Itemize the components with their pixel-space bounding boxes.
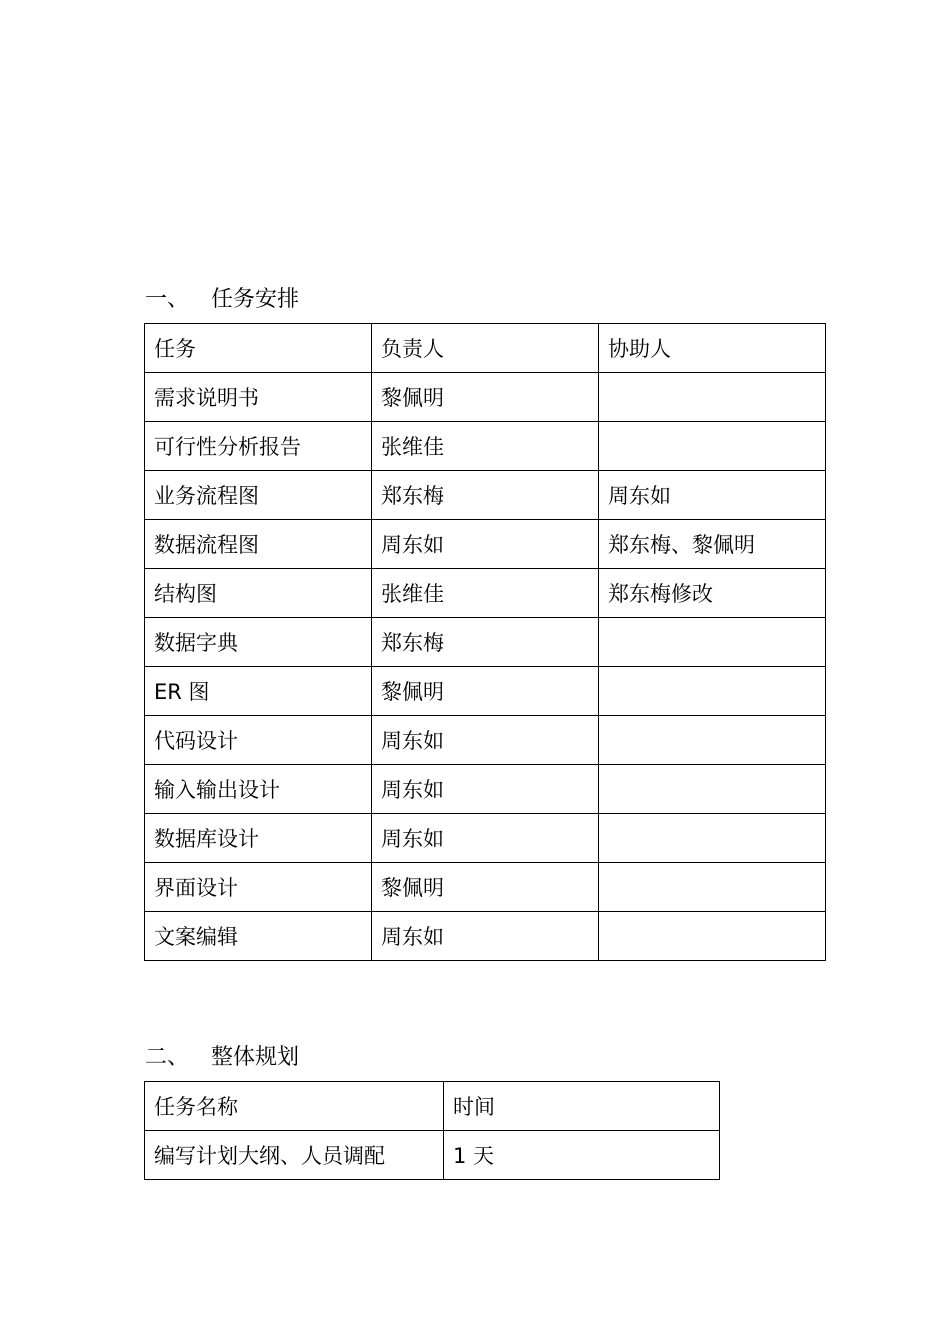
table-row <box>145 912 826 961</box>
table-row <box>145 569 826 618</box>
assistant-cell <box>599 765 826 814</box>
owner-cell: 周东如 <box>372 716 599 765</box>
assistant-cell <box>599 912 826 961</box>
table-row <box>145 373 826 422</box>
task-cell: 代码设计 <box>145 716 372 765</box>
owner-cell: 周东如 <box>372 765 599 814</box>
owner-cell: 周东如 <box>372 814 599 863</box>
owner-cell: 周东如 <box>372 520 599 569</box>
assistant-cell <box>599 373 826 422</box>
table-row <box>145 422 826 471</box>
table-row <box>145 1131 720 1180</box>
task-cell: ER 图 <box>145 667 372 716</box>
task-cell: 文案编辑 <box>145 912 372 961</box>
assistant-cell <box>599 814 826 863</box>
task-name-cell: 编写计划大纲、人员调配 <box>145 1131 444 1180</box>
header-cell-task-name: 任务名称 <box>145 1082 444 1131</box>
section-number: 二、 <box>145 1045 190 1070</box>
owner-cell: 郑东梅 <box>372 618 599 667</box>
overall-plan-table <box>144 1081 720 1180</box>
table-row <box>145 618 826 667</box>
section-number: 一、 <box>145 287 190 312</box>
section-heading-overall-plan <box>145 1044 299 1072</box>
owner-cell: 张维佳 <box>372 422 599 471</box>
owner-cell: 黎佩明 <box>372 667 599 716</box>
table-header-row <box>145 324 826 373</box>
section-title: 整体规划 <box>211 1045 300 1070</box>
owner-cell: 郑东梅 <box>372 471 599 520</box>
task-cell: 需求说明书 <box>145 373 372 422</box>
assistant-cell <box>599 667 826 716</box>
assistant-cell <box>599 863 826 912</box>
table-row <box>145 520 826 569</box>
table-header-row <box>145 1082 720 1131</box>
table-row <box>145 863 826 912</box>
table-row <box>145 814 826 863</box>
task-cell: 数据库设计 <box>145 814 372 863</box>
owner-cell: 黎佩明 <box>372 863 599 912</box>
header-cell-assistant: 协助人 <box>599 324 826 373</box>
section-heading-task-arrangement <box>145 286 299 314</box>
owner-cell: 张维佳 <box>372 569 599 618</box>
assistant-cell <box>599 716 826 765</box>
task-assignment-table <box>144 323 826 961</box>
time-cell: 1 天 <box>444 1131 720 1180</box>
table-row <box>145 471 826 520</box>
assistant-cell <box>599 618 826 667</box>
table-row <box>145 765 826 814</box>
owner-cell: 周东如 <box>372 912 599 961</box>
task-cell: 数据字典 <box>145 618 372 667</box>
task-cell: 业务流程图 <box>145 471 372 520</box>
owner-cell: 黎佩明 <box>372 373 599 422</box>
task-cell: 可行性分析报告 <box>145 422 372 471</box>
header-cell-owner: 负责人 <box>372 324 599 373</box>
assistant-cell: 郑东梅、黎佩明 <box>599 520 826 569</box>
task-cell: 数据流程图 <box>145 520 372 569</box>
header-cell-time: 时间 <box>444 1082 720 1131</box>
table-row <box>145 716 826 765</box>
assistant-cell: 周东如 <box>599 471 826 520</box>
task-cell: 输入输出设计 <box>145 765 372 814</box>
task-cell: 界面设计 <box>145 863 372 912</box>
table-row <box>145 667 826 716</box>
assistant-cell <box>599 422 826 471</box>
task-cell: 结构图 <box>145 569 372 618</box>
section-title: 任务安排 <box>211 287 300 312</box>
assistant-cell: 郑东梅修改 <box>599 569 826 618</box>
header-cell-task: 任务 <box>145 324 372 373</box>
